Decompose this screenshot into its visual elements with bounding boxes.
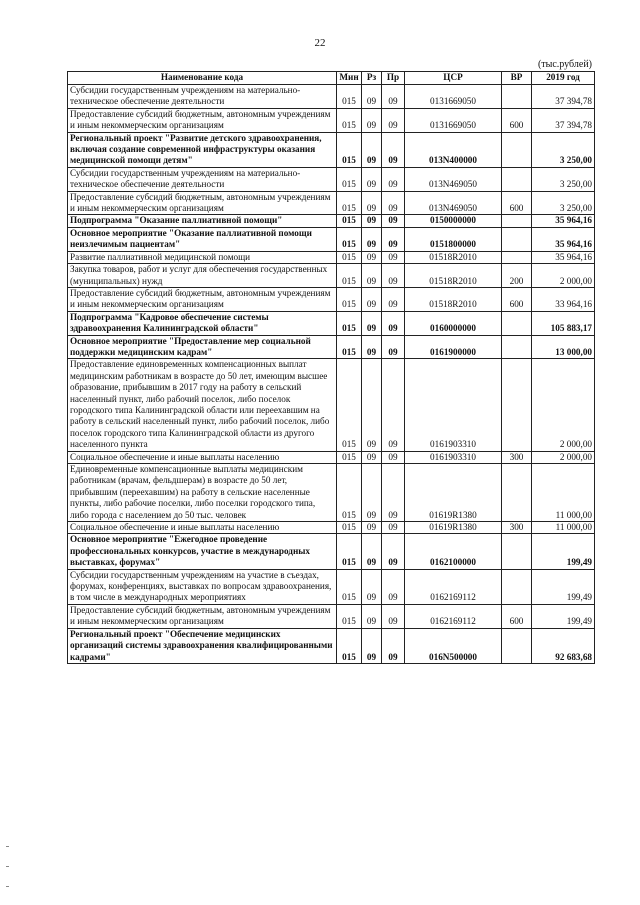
row-csr: 0162169112	[405, 604, 502, 628]
row-pr: 09	[382, 167, 405, 191]
header-pr: Пр	[382, 72, 405, 85]
table-row	[68, 167, 595, 191]
row-csr: 01619R1380	[405, 522, 502, 534]
row-vr	[502, 227, 532, 251]
row-name: Подпрограмма "Оказание паллиативной помощи"	[68, 215, 337, 227]
row-rz: 09	[362, 464, 382, 522]
table-row	[68, 215, 595, 227]
row-min: 015	[337, 464, 362, 522]
row-pr: 09	[382, 534, 405, 569]
row-min: 015	[337, 628, 362, 663]
row-vr	[502, 85, 532, 109]
header-rz: Рз	[362, 72, 382, 85]
row-min: 015	[337, 534, 362, 569]
row-amount: 37 394,78	[532, 85, 595, 109]
units-label: (тыс.рублей)	[537, 59, 592, 70]
row-min: 015	[337, 108, 362, 132]
row-rz: 09	[362, 522, 382, 534]
table-row	[68, 451, 595, 463]
row-pr: 09	[382, 108, 405, 132]
row-rz: 09	[362, 167, 382, 191]
row-rz: 09	[362, 287, 382, 311]
row-name: Единовременные компенсационные выплаты медицинским работникам (врачам, фельдшерам) в возрасте до 50 лет, прибывшим (переехавшим) на работу в сельские населенные пункты, либо рабочие поселки, либо поселки городского типа, либо города с населением до 50 тыс. человек	[68, 464, 337, 522]
row-min: 015	[337, 227, 362, 251]
table-row	[68, 335, 595, 359]
table-row	[68, 522, 595, 534]
row-rz: 09	[362, 604, 382, 628]
row-name: Субсидии государственным учреждениям на материально-техническое обеспечение деятельности	[68, 85, 337, 109]
row-csr: 0161903310	[405, 359, 502, 451]
row-min: 015	[337, 132, 362, 167]
row-csr: 0131669050	[405, 108, 502, 132]
table-row	[68, 604, 595, 628]
table-row	[68, 85, 595, 109]
row-min: 015	[337, 167, 362, 191]
row-csr: 0162169112	[405, 569, 502, 604]
row-amount: 2 000,00	[532, 264, 595, 288]
row-name: Предоставление субсидий бюджетным, автономным учреждениям и иным некоммерческим организациям	[68, 191, 337, 215]
row-amount: 13 000,00	[532, 335, 595, 359]
table-row	[68, 359, 595, 451]
row-rz: 09	[362, 227, 382, 251]
row-min: 015	[337, 191, 362, 215]
row-vr	[502, 167, 532, 191]
table-row	[68, 191, 595, 215]
row-vr	[502, 534, 532, 569]
row-pr: 09	[382, 569, 405, 604]
row-csr: 013N469050	[405, 167, 502, 191]
row-min: 015	[337, 335, 362, 359]
row-min: 015	[337, 604, 362, 628]
row-name: Субсидии государственным учреждениям на участие в съездах, форумах, конференциях, выставках по вопросам здравоохранения, в том числе в международных мероприятиях	[68, 569, 337, 604]
row-amount: 35 964,16	[532, 215, 595, 227]
row-pr: 09	[382, 264, 405, 288]
table-row	[68, 264, 595, 288]
row-amount: 35 964,16	[532, 227, 595, 251]
row-amount: 2 000,00	[532, 451, 595, 463]
table-row	[68, 534, 595, 569]
row-name: Основное мероприятие "Оказание паллиативной помощи неизлечимым пациентам"	[68, 227, 337, 251]
row-rz: 09	[362, 628, 382, 663]
header-vr: ВР	[502, 72, 532, 85]
row-csr: 0131669050	[405, 85, 502, 109]
row-csr: 01518R2010	[405, 287, 502, 311]
row-min: 015	[337, 287, 362, 311]
row-amount: 3 250,00	[532, 191, 595, 215]
row-min: 015	[337, 451, 362, 463]
margin-mark	[6, 866, 9, 867]
row-csr: 01518R2010	[405, 264, 502, 288]
row-vr	[502, 311, 532, 335]
row-name: Развитие паллиативной медицинской помощи	[68, 251, 337, 263]
row-csr: 01619R1380	[405, 464, 502, 522]
row-amount: 92 683,68	[532, 628, 595, 663]
row-rz: 09	[362, 569, 382, 604]
table-row	[68, 628, 595, 663]
row-name: Предоставление единовременных компенсационных выплат медицинским работникам в возрасте до 50 лет, имеющим высшее образование, прибывшим в 2017 году на работу в сельский населенный пункт, либо рабочий поселок, либо поселок городского типа Калининградской области или переехавшим на работу в сельский населенный пункт, либо рабочий поселок, либо поселок городского типа Калининградской области из другого населенного пункта	[68, 359, 337, 451]
row-vr	[502, 251, 532, 263]
row-csr: 0160000000	[405, 311, 502, 335]
row-csr: 013N400000	[405, 132, 502, 167]
row-csr: 013N469050	[405, 191, 502, 215]
row-amount: 3 250,00	[532, 132, 595, 167]
row-rz: 09	[362, 311, 382, 335]
row-amount: 199,49	[532, 534, 595, 569]
row-pr: 09	[382, 311, 405, 335]
row-rz: 09	[362, 85, 382, 109]
row-vr	[502, 464, 532, 522]
header-name: Наименование кода	[68, 72, 337, 85]
row-pr: 09	[382, 287, 405, 311]
row-csr: 0162100000	[405, 534, 502, 569]
row-rz: 09	[362, 132, 382, 167]
table-row	[68, 251, 595, 263]
row-rz: 09	[362, 335, 382, 359]
page-number: 22	[314, 37, 326, 49]
row-pr: 09	[382, 464, 405, 522]
row-pr: 09	[382, 215, 405, 227]
row-pr: 09	[382, 628, 405, 663]
row-min: 015	[337, 311, 362, 335]
row-rz: 09	[362, 534, 382, 569]
margin-mark	[6, 846, 9, 847]
row-vr: 300	[502, 451, 532, 463]
row-vr: 200	[502, 264, 532, 288]
row-min: 015	[337, 522, 362, 534]
row-rz: 09	[362, 359, 382, 451]
row-name: Предоставление субсидий бюджетным, автономным учреждениям и иным некоммерческим организациям	[68, 108, 337, 132]
row-name: Закупка товаров, работ и услуг для обеспечения государственных (муниципальных) нужд	[68, 264, 337, 288]
row-amount: 11 000,00	[532, 464, 595, 522]
row-vr	[502, 569, 532, 604]
header-amount: 2019 год	[532, 72, 595, 85]
margin-mark	[6, 886, 9, 887]
row-vr	[502, 215, 532, 227]
row-name: Основное мероприятие "Предоставление мер социальной поддержки медицинским кадрам"	[68, 335, 337, 359]
row-amount: 199,49	[532, 604, 595, 628]
row-pr: 09	[382, 132, 405, 167]
row-vr	[502, 359, 532, 451]
row-name: Основное мероприятие "Ежегодное проведение профессиональных конкурсов, участие в международных выставках, форумах"	[68, 534, 337, 569]
row-min: 015	[337, 359, 362, 451]
row-vr	[502, 335, 532, 359]
row-vr: 600	[502, 108, 532, 132]
row-csr: 0161900000	[405, 335, 502, 359]
row-vr: 300	[502, 522, 532, 534]
row-vr: 600	[502, 191, 532, 215]
row-amount: 11 000,00	[532, 522, 595, 534]
row-pr: 09	[382, 522, 405, 534]
row-pr: 09	[382, 85, 405, 109]
row-pr: 09	[382, 227, 405, 251]
row-vr: 600	[502, 604, 532, 628]
row-amount: 3 250,00	[532, 167, 595, 191]
row-name: Подпрограмма "Кадровое обеспечение системы здравоохранения Калининградской области"	[68, 311, 337, 335]
table-header-row	[68, 72, 595, 85]
row-name: Региональный проект "Развитие детского здравоохранения, включая создание современной инфраструктуры оказания медицинской помощи детям"	[68, 132, 337, 167]
row-amount: 37 394,78	[532, 108, 595, 132]
row-amount: 35 964,16	[532, 251, 595, 263]
table-row	[68, 311, 595, 335]
table-row	[68, 569, 595, 604]
table-row	[68, 227, 595, 251]
row-pr: 09	[382, 359, 405, 451]
row-pr: 09	[382, 191, 405, 215]
row-name: Субсидии государственным учреждениям на материально-техническое обеспечение деятельности	[68, 167, 337, 191]
row-amount: 33 964,16	[532, 287, 595, 311]
row-name: Социальное обеспечение и иные выплаты населению	[68, 522, 337, 534]
row-rz: 09	[362, 264, 382, 288]
row-csr: 016N500000	[405, 628, 502, 663]
row-min: 015	[337, 85, 362, 109]
row-amount: 2 000,00	[532, 359, 595, 451]
row-amount: 105 883,17	[532, 311, 595, 335]
row-name: Предоставление субсидий бюджетным, автономным учреждениям и иным некоммерческим организациям	[68, 287, 337, 311]
row-rz: 09	[362, 108, 382, 132]
row-rz: 09	[362, 191, 382, 215]
row-csr: 0161903310	[405, 451, 502, 463]
row-name: Социальное обеспечение и иные выплаты населению	[68, 451, 337, 463]
row-vr: 600	[502, 287, 532, 311]
row-rz: 09	[362, 251, 382, 263]
budget-table	[67, 71, 595, 664]
row-rz: 09	[362, 451, 382, 463]
row-pr: 09	[382, 451, 405, 463]
row-csr: 01518R2010	[405, 251, 502, 263]
row-pr: 09	[382, 251, 405, 263]
row-vr	[502, 628, 532, 663]
row-rz: 09	[362, 215, 382, 227]
table-row	[68, 132, 595, 167]
row-pr: 09	[382, 604, 405, 628]
table-row	[68, 287, 595, 311]
header-min: Мин	[337, 72, 362, 85]
table-row	[68, 464, 595, 522]
row-name: Предоставление субсидий бюджетным, автономным учреждениям и иным некоммерческим организациям	[68, 604, 337, 628]
row-vr	[502, 132, 532, 167]
row-csr: 0151800000	[405, 227, 502, 251]
row-name: Региональный проект "Обеспечение медицинских организаций системы здравоохранения квалифицированными кадрами"	[68, 628, 337, 663]
row-amount: 199,49	[532, 569, 595, 604]
row-min: 015	[337, 215, 362, 227]
row-csr: 0150000000	[405, 215, 502, 227]
row-min: 015	[337, 251, 362, 263]
row-min: 015	[337, 264, 362, 288]
header-csr: ЦСР	[405, 72, 502, 85]
row-pr: 09	[382, 335, 405, 359]
table-row	[68, 108, 595, 132]
row-min: 015	[337, 569, 362, 604]
